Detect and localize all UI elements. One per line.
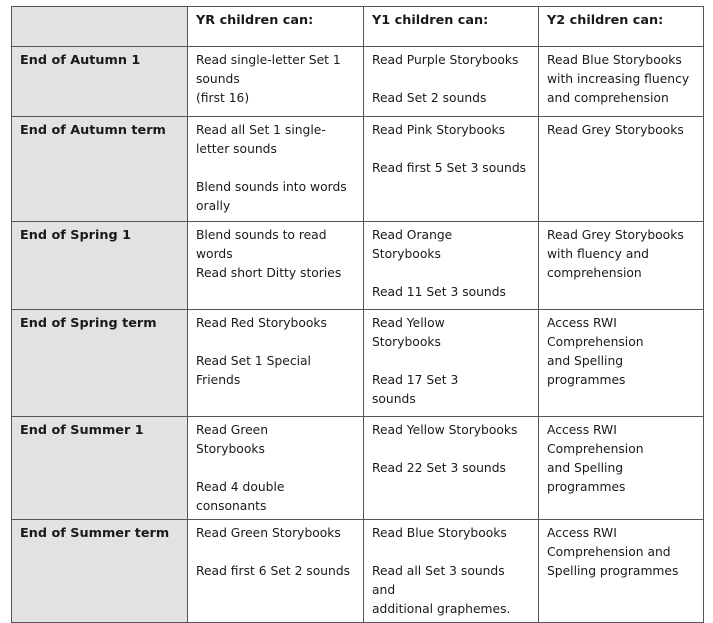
table-row	[12, 520, 704, 623]
phonics-progress-table	[11, 6, 704, 623]
cell-y2	[539, 520, 704, 623]
table-body	[12, 47, 704, 623]
cell-yr	[188, 222, 364, 310]
header-row	[12, 7, 704, 47]
cell-text-line: Read short Ditty stories	[196, 266, 342, 280]
cell-text-line: and Spelling	[547, 461, 624, 475]
cell-text-line: additional graphemes.	[372, 602, 511, 616]
cell-y2	[539, 222, 704, 310]
cell-text-line: sounds	[372, 392, 416, 406]
cell-text-line: Storybooks	[372, 335, 441, 349]
cell-text-line: Access RWI	[547, 316, 617, 330]
cell-spacer	[372, 543, 531, 562]
cell-text-line: Read first 5 Set 3 sounds	[372, 161, 527, 175]
cell-text-line: Access RWI	[547, 423, 617, 437]
cell-y1	[364, 417, 539, 520]
cell-text-line: and Spelling	[547, 354, 624, 368]
cell-text-line: Read 22 Set 3 sounds	[372, 461, 506, 475]
header-empty-cell	[12, 7, 188, 47]
cell-y2	[539, 117, 704, 222]
cell-spacer	[372, 70, 531, 89]
cell-text-line: with increasing fluency	[547, 72, 690, 86]
cell-spacer	[196, 159, 356, 178]
cell-text-line: Storybooks	[372, 247, 441, 261]
cell-text-line: Read 17 Set 3	[372, 373, 459, 387]
cell-text-line: Read first 6 Set 2 sounds	[196, 564, 351, 578]
cell-yr	[188, 310, 364, 417]
cell-text-line: Read Orange	[372, 228, 453, 242]
cell-text-line: Read Grey Storybooks	[547, 228, 684, 242]
cell-text-line: Friends	[196, 373, 241, 387]
cell-text-line: Read Yellow Storybooks	[372, 423, 518, 437]
header-yr: YR children can:	[188, 7, 364, 47]
cell-y2	[539, 47, 704, 117]
header-y2: Y2 children can:	[539, 7, 704, 47]
cell-text-line: Read Grey Storybooks	[547, 123, 684, 137]
cell-text-line: Read Set 1 Special	[196, 354, 311, 368]
cell-text-line: Blend sounds into words	[196, 180, 347, 194]
cell-text-line: programmes	[547, 373, 626, 387]
row-label: End of Spring 1	[12, 222, 188, 310]
cell-text-line: Spelling programmes	[547, 564, 679, 578]
cell-y1	[364, 117, 539, 222]
cell-text-line: Read 4 double consonants	[196, 480, 285, 513]
cell-y1	[364, 47, 539, 117]
cell-text-line: Read Pink Storybooks	[372, 123, 506, 137]
row-label: End of Spring term	[12, 310, 188, 417]
cell-y2	[539, 310, 704, 417]
cell-text-line: Read Green Storybooks	[196, 526, 341, 540]
cell-text-line: sounds	[196, 72, 240, 86]
cell-spacer	[372, 140, 531, 159]
cell-yr	[188, 520, 364, 623]
cell-text-line: Read Blue Storybooks	[547, 53, 682, 67]
cell-spacer	[372, 352, 531, 371]
cell-yr	[188, 417, 364, 520]
cell-text-line: Access RWI	[547, 526, 617, 540]
cell-text-line: words	[196, 247, 233, 261]
cell-text-line: orally	[196, 199, 231, 213]
table-row	[12, 47, 704, 117]
cell-text-line: Blend sounds to read	[196, 228, 327, 242]
cell-spacer	[372, 440, 531, 459]
cell-yr	[188, 47, 364, 117]
cell-text-line: Read all Set 1 single-	[196, 123, 326, 137]
table-row	[12, 310, 704, 417]
cell-y2	[539, 417, 704, 520]
cell-text-line: Storybooks	[196, 442, 265, 456]
cell-spacer	[196, 459, 356, 478]
cell-text-line: Comprehension	[547, 442, 644, 456]
cell-text-line: Read 11 Set 3 sounds	[372, 285, 506, 299]
cell-text-line: Read Red Storybooks	[196, 316, 327, 330]
cell-y1	[364, 520, 539, 623]
cell-text-line: Read Set 2 sounds	[372, 91, 487, 105]
row-label: End of Summer term	[12, 520, 188, 623]
cell-text-line: and comprehension	[547, 91, 669, 105]
cell-spacer	[372, 264, 531, 283]
cell-text-line: Read all Set 3 sounds and	[372, 564, 505, 597]
cell-text-line: letter sounds	[196, 142, 277, 156]
cell-text-line: programmes	[547, 480, 626, 494]
cell-text-line: Read Yellow	[372, 316, 445, 330]
cell-text-line: Comprehension and	[547, 545, 671, 559]
row-label: End of Autumn term	[12, 117, 188, 222]
cell-text-line: Read Purple Storybooks	[372, 53, 519, 67]
cell-y1	[364, 222, 539, 310]
cell-spacer	[196, 333, 356, 352]
header-y1: Y1 children can:	[364, 7, 539, 47]
table-row	[12, 417, 704, 520]
cell-spacer	[196, 543, 356, 562]
cell-text-line: Comprehension	[547, 335, 644, 349]
cell-yr	[188, 117, 364, 222]
cell-text-line: Read single-letter Set 1	[196, 53, 341, 67]
table-row	[12, 222, 704, 310]
cell-text-line: with fluency and	[547, 247, 649, 261]
table-row	[12, 117, 704, 222]
row-label: End of Autumn 1	[12, 47, 188, 117]
cell-text-line: Read Blue Storybooks	[372, 526, 507, 540]
row-label: End of Summer 1	[12, 417, 188, 520]
cell-text-line: comprehension	[547, 266, 642, 280]
cell-text-line: (first 16)	[196, 91, 250, 105]
cell-text-line: Read Green	[196, 423, 269, 437]
cell-y1	[364, 310, 539, 417]
